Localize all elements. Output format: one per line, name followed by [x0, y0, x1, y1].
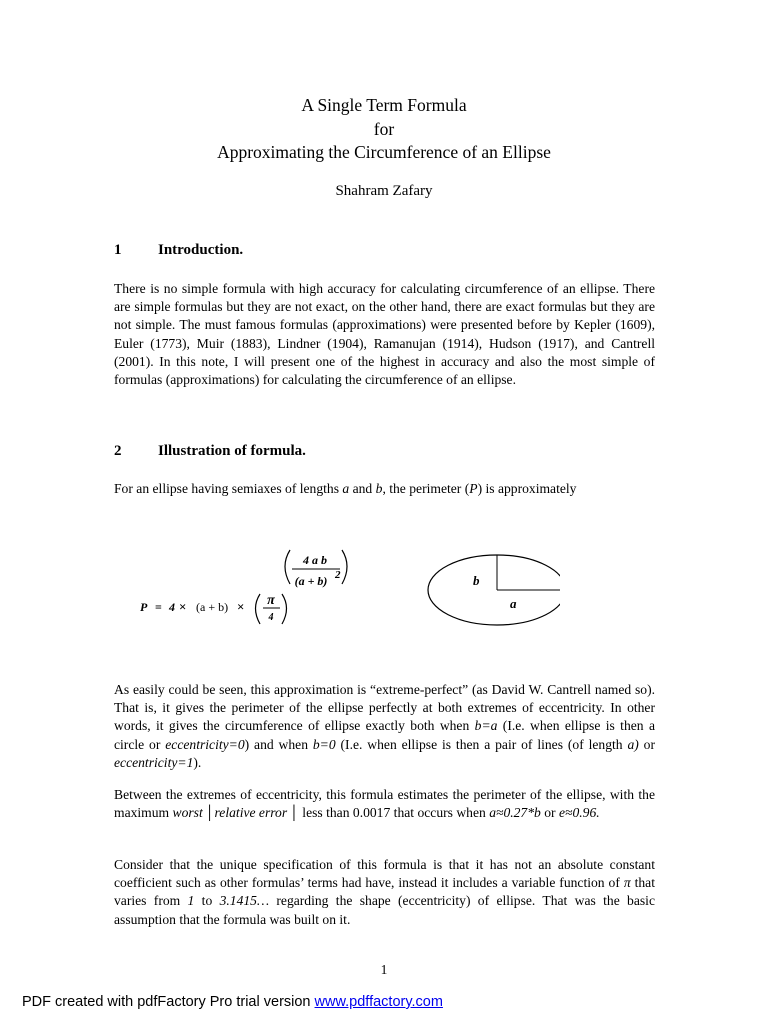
text-run: ) and when — [244, 736, 313, 752]
exponent-power: 2 — [335, 569, 341, 581]
text-run: or — [638, 736, 655, 752]
text-run: that varies from — [114, 875, 655, 909]
formula-times-2: × — [237, 599, 245, 614]
page-number: 1 — [380, 962, 388, 977]
italic-run: a — [342, 481, 350, 496]
section-heading-illustration — [114, 443, 306, 460]
footer-text: PDF created with pdfFactory Pro trial version — [22, 994, 315, 1010]
text-run: ) is approximately — [477, 481, 577, 496]
text-run: For an ellipse having semiaxes of lengths — [114, 481, 343, 496]
section-title: Introduction. — [158, 242, 244, 258]
italic-run: a) — [627, 736, 639, 752]
italic-run: worst │relative error │ — [172, 805, 299, 821]
text-run: , the perimeter ( — [382, 481, 470, 496]
ellipse-diagram — [420, 540, 560, 632]
formula-denominator: 4 — [268, 612, 274, 623]
text-run: (I.e. when ellipse is then a pair of lines (of length — [335, 736, 628, 752]
text-run: (I.e. when ellipse is then a circle or — [114, 718, 655, 752]
italic-run: π — [623, 875, 631, 891]
title-line-3: Approximating the Circumference of an Ellipse — [217, 142, 551, 162]
formula-four: 4 — [169, 600, 175, 614]
text-run: Between the extremes of eccentricity, this formula estimates the perimeter of the ellipse, with the maximum — [114, 787, 655, 821]
text-run: less than 0.0017 that occurs when — [298, 805, 490, 821]
relative-error-paragraph — [114, 786, 655, 822]
exponent-denominator: (a + b) — [294, 574, 328, 588]
formula-times-1: × — [179, 599, 187, 614]
italic-run: P — [469, 481, 478, 496]
text-run: As easily could be seen, this approximation is “extreme-perfect” (as David W. Cantrell named so). That is, it gives the perimeter of the ellipse perfectly at both extremes of eccentricity. In other words, it gives the circumference of ellipse exactly both when — [114, 682, 655, 734]
author-name: Shahram Zafary — [335, 183, 433, 199]
italic-run: eccentricity=0 — [165, 736, 245, 752]
text-run: or — [540, 805, 559, 821]
intro-paragraph: There is no simple formula with high accuracy for calculating circumference of an ellipse. There are simple formulas but they are not exact, on the other hand, there are exact formulas but they are not simple. The must famous formulas (approximations) were presented before by Kepler (1609), Euler (1773), Muir (1883), Lindner (1904), Ramanujan (1914), Hudson (1917), and Cantrell (2001). In this note, I will present one of the highest in accuracy and also the most simple of formulas (approximations) for calculating the circumference of an ellipse. — [114, 281, 655, 388]
formula-sum: (a + b) — [196, 600, 229, 614]
formula-lhs: P — [140, 600, 148, 614]
italic-run: a≈0.27*b — [489, 805, 541, 821]
paper-title — [0, 94, 768, 165]
unique-specification-paragraph — [114, 856, 655, 929]
formula-pi: π — [267, 593, 275, 608]
extreme-perfect-paragraph — [114, 681, 655, 772]
italic-run: e≈0.96. — [558, 805, 600, 821]
italic-run: b=0 — [312, 736, 336, 752]
label-a: a — [510, 596, 517, 611]
pdf-footer — [22, 994, 443, 1010]
perimeter-formula — [130, 540, 380, 640]
italic-run: eccentricity=1 — [114, 754, 194, 770]
italic-run: 3.1415… — [219, 893, 270, 909]
text-run: Consider that the unique specification of this formula is that it has not an absolute constant coefficient such as other formulas’ terms had have, instead it includes a variable function of — [114, 857, 655, 891]
text-run: regarding the shape (eccentricity) of ellipse. That was the basic assumption that the formula was built on it. — [114, 893, 655, 927]
italic-run: 1 — [187, 893, 195, 909]
text-run: to — [194, 893, 220, 909]
section-heading-introduction — [114, 242, 243, 259]
section-number: 1 — [114, 242, 122, 258]
section-title: Illustration of formula. — [158, 443, 306, 459]
title-line-1: A Single Term Formula — [301, 95, 467, 115]
italic-run: b — [375, 481, 383, 496]
exponent-numerator: 4 a b — [303, 553, 327, 567]
pdffactory-link[interactable]: www.pdffactory.com — [314, 994, 443, 1010]
title-line-2: for — [373, 118, 395, 139]
formula-equals: = — [155, 600, 162, 614]
italic-run: b=a — [474, 718, 498, 734]
text-run: ). — [193, 754, 202, 770]
text-run: and — [349, 481, 376, 496]
label-b: b — [473, 573, 480, 588]
section-number: 2 — [114, 443, 122, 459]
illustration-lead-paragraph — [114, 480, 655, 498]
